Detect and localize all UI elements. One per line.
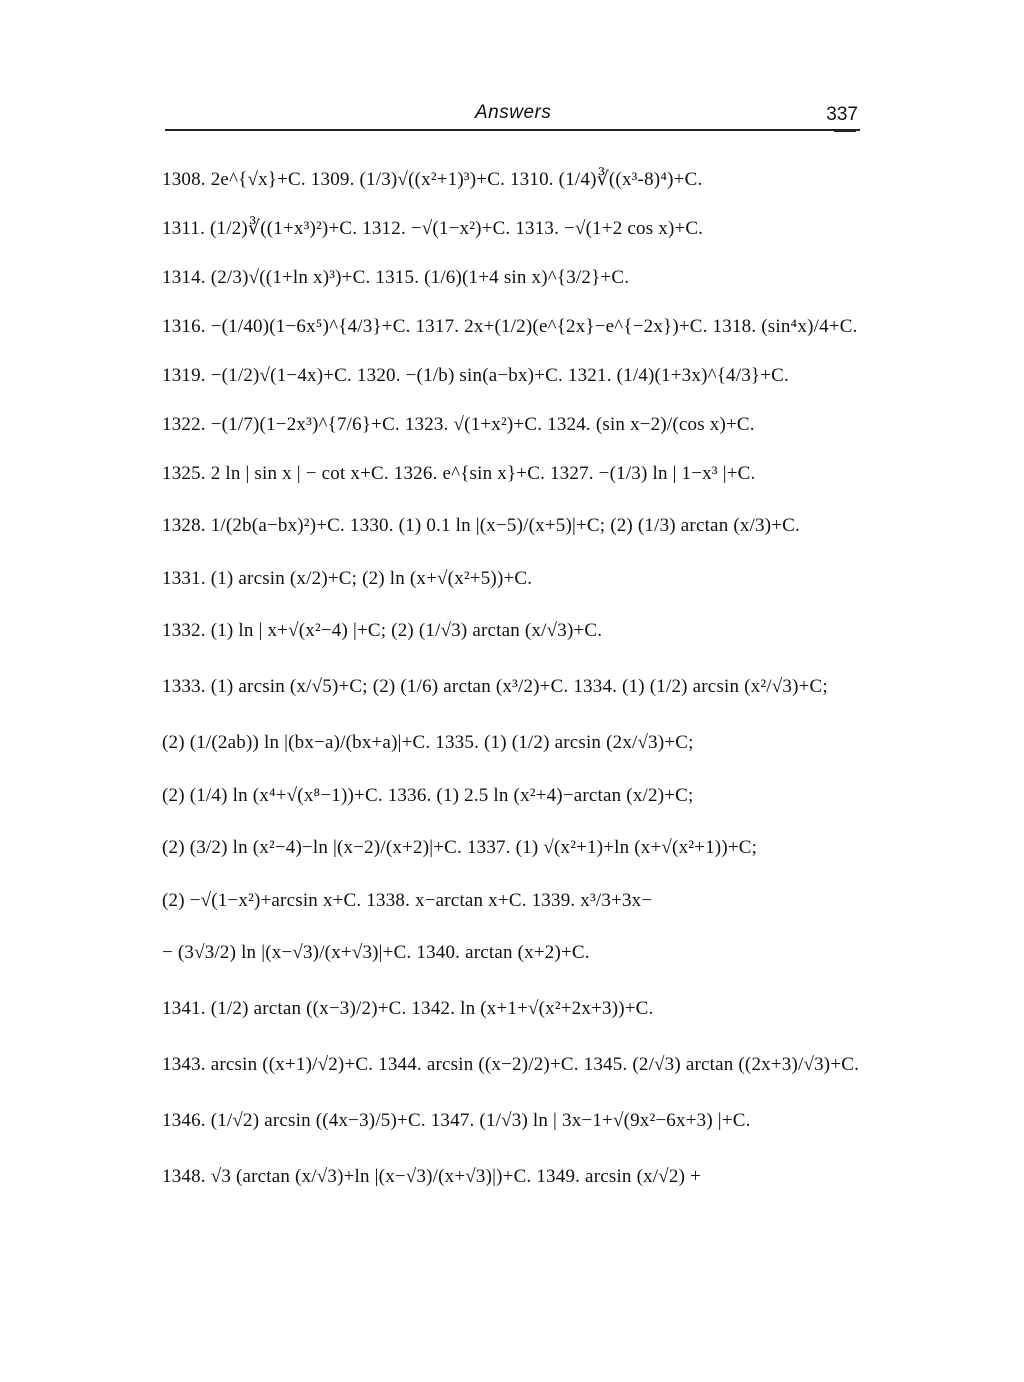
answer-line-1322 [162,400,862,449]
answer-line-1332 [162,603,862,659]
answer-line-1314 [162,253,862,302]
answer-text: 1343. arcsin ((x+1)/√2)+C. 1344. arcsin ((x−2)/2)+C. 1345. (2/√3) arctan ((2x+3)/√3)+C. [162,1054,860,1075]
answer-line-1338 [162,876,862,925]
answer-text: 1341. (1/2) arctan ((x−3)/2)+C. 1342. ln (x+1+√(x²+2x+3))+C. [162,998,654,1019]
answer-line-1343 [162,1037,862,1093]
answer-text: 1319. −(1/2)√(1−4x)+C. 1320. −(1/b) sin(a−bx)+C. 1321. (1/4)(1+3x)^{4/3}+C. [162,364,789,386]
answer-line-1328 [162,498,862,554]
answer-text: 1346. (1/√2) arcsin ((4x−3)/5)+C. 1347. (1/√3) ln | 3x−1+√(9x²−6x+3) |+C. [162,1110,751,1131]
running-title: Answers [475,102,552,123]
answer-text: 1316. −(1/40)(1−6x⁵)^{4/3}+C. 1317. 2x+(1/2)(e^{2x}−e^{−2x})+C. 1318. (sin⁴x)/4+C. [162,315,858,337]
answer-text: − (3√3/2) ln |(x−√3)/(x+√3)|+C. 1340. arctan (x+2)+C. [162,942,590,963]
answer-line-1339-cont [162,925,862,981]
answer-text: 1348. √3 (arctan (x/√3)+ln |(x−√3)/(x+√3)|)+C. 1349. arcsin (x/√2) + [162,1166,702,1187]
answers-list [162,155,862,1205]
answer-text: 1311. (1/2)∛((1+x³)²)+C. 1312. −√(1−x²)+C. 1313. −√(1+2 cos x)+C. [162,218,704,239]
page-header [165,98,860,132]
answer-line-1333 [162,659,862,715]
answer-text: 1314. (2/3)√((1+ln x)³)+C. 1315. (1/6)(1+4 sin x)^{3/2}+C. [162,266,630,288]
answer-line-1308 [162,155,862,204]
answer-text: (2) (3/2) ln (x²−4)−ln |(x−2)/(x+2)|+C. 1337. (1) √(x²+1)+ln (x+√(x²+1))+C; [162,837,758,858]
answer-text: 1331. (1) arcsin (x/2)+C; (2) ln (x+√(x²+5))+C. [162,567,533,589]
answer-line-1341 [162,981,862,1037]
answer-line-1335 [162,715,862,771]
answer-text: 1325. 2 ln | sin x | − cot x+C. 1326. e^{sin x}+C. 1327. −(1/3) ln | 1−x³ |+C. [162,462,756,484]
page-number: 337 [826,104,858,125]
answer-line-1331 [162,554,862,603]
answer-text: 1308. 2e^{√x}+C. 1309. (1/3)√((x²+1)³)+C. 1310. (1/4)∛((x³-8)⁴)+C. [162,169,703,190]
answer-line-1337 [162,820,862,876]
answer-line-1319 [162,351,862,400]
answer-line-1316 [162,302,862,351]
answer-line-1346 [162,1093,862,1149]
answer-text: (2) (1/(2ab)) ln |(bx−a)/(bx+a)|+C. 1335. (1) (1/2) arcsin (2x/√3)+C; [162,732,694,753]
answer-text: 1328. 1/(2b(a−bx)²)+C. 1330. (1) 0.1 ln |(x−5)/(x+5)|+C; (2) (1/3) arctan (x/3)+C. [162,515,801,536]
answer-text: 1332. (1) ln | x+√(x²−4) |+C; (2) (1/√3) arctan (x/√3)+C. [162,620,603,641]
answer-line-1325 [162,449,862,498]
header-rule [165,129,860,131]
answer-line-1336 [162,771,862,820]
answer-text: (2) −√(1−x²)+arcsin x+C. 1338. x−arctan x+C. 1339. x³/3+3x− [162,889,653,911]
answer-line-1311 [162,204,862,253]
page-number-underline [834,130,856,132]
answer-text: 1322. −(1/7)(1−2x³)^{7/6}+C. 1323. √(1+x²)+C. 1324. (sin x−2)/(cos x)+C. [162,413,755,435]
answer-line-1348 [162,1149,862,1205]
answer-text: 1333. (1) arcsin (x/√5)+C; (2) (1/6) arctan (x³/2)+C. 1334. (1) (1/2) arcsin (x²/√3)+C; [162,676,828,697]
answer-text: (2) (1/4) ln (x⁴+√(x⁸−1))+C. 1336. (1) 2.5 ln (x²+4)−arctan (x/2)+C; [162,784,694,806]
